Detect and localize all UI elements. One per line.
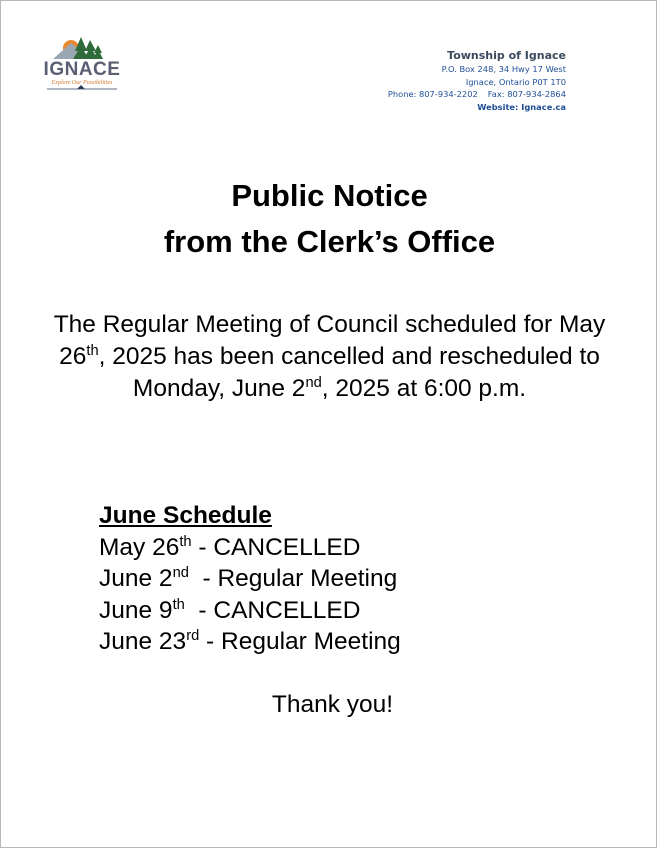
schedule-item bbox=[99, 532, 401, 564]
organization-name: Township of Ignace bbox=[447, 49, 566, 62]
schedule-item bbox=[99, 595, 401, 627]
schedule-date: May 26 bbox=[99, 533, 180, 561]
notice-text-1: The Regular Meeting of Council scheduled for May 26 bbox=[53, 311, 606, 370]
schedule-status: - Regular Meeting bbox=[188, 565, 398, 592]
closing-text: Thank you! bbox=[271, 691, 394, 718]
schedule-status: - CANCELLED bbox=[191, 533, 361, 561]
notice-title bbox=[1, 173, 657, 265]
notice-sup-2: nd bbox=[305, 374, 322, 391]
schedule-date: June 23 bbox=[99, 628, 187, 655]
schedule-item bbox=[99, 563, 401, 595]
schedule-status: - CANCELLED bbox=[184, 596, 361, 624]
schedule-status: - Regular Meeting bbox=[199, 628, 401, 655]
logo-tagline: Explore Our Possibilities bbox=[51, 80, 113, 86]
title-line-2: from the Clerk’s Office bbox=[163, 224, 496, 259]
schedule-date-suffix: th bbox=[179, 533, 192, 550]
logo-wordmark: IGNACE bbox=[43, 59, 121, 80]
schedule-date-suffix: nd bbox=[172, 564, 189, 581]
notice-text-2: , 2025 has been cancelled and rescheduled to Monday, June 2 bbox=[98, 343, 600, 402]
notice-body bbox=[51, 309, 608, 405]
schedule-date-suffix: rd bbox=[186, 627, 200, 644]
ignace-logo bbox=[41, 37, 123, 95]
schedule-date: June 9 bbox=[99, 596, 173, 624]
closing-thanks bbox=[1, 689, 657, 721]
schedule-date-suffix: th bbox=[172, 596, 185, 613]
schedule-item bbox=[99, 626, 401, 658]
address-line-2: Ignace, Ontario P0T 1T0 bbox=[465, 76, 566, 87]
website-link[interactable]: Website: Ignace.ca bbox=[477, 101, 566, 112]
contact-numbers bbox=[388, 88, 566, 101]
title-line-1: Public Notice bbox=[231, 178, 428, 213]
notice-sup-1: th bbox=[86, 342, 99, 359]
phone-number: Phone: 807-934-2202 bbox=[387, 89, 478, 99]
june-schedule bbox=[99, 500, 401, 658]
schedule-heading: June Schedule bbox=[99, 502, 272, 529]
address-line-1: P.O. Box 248, 34 Hwy 17 West bbox=[441, 64, 566, 74]
fax-number: Fax: 807-934-2864 bbox=[487, 89, 566, 99]
address-block bbox=[388, 48, 566, 113]
schedule-date: June 2 bbox=[99, 565, 173, 592]
notice-text-3: , 2025 at 6:00 p.m. bbox=[321, 375, 527, 402]
